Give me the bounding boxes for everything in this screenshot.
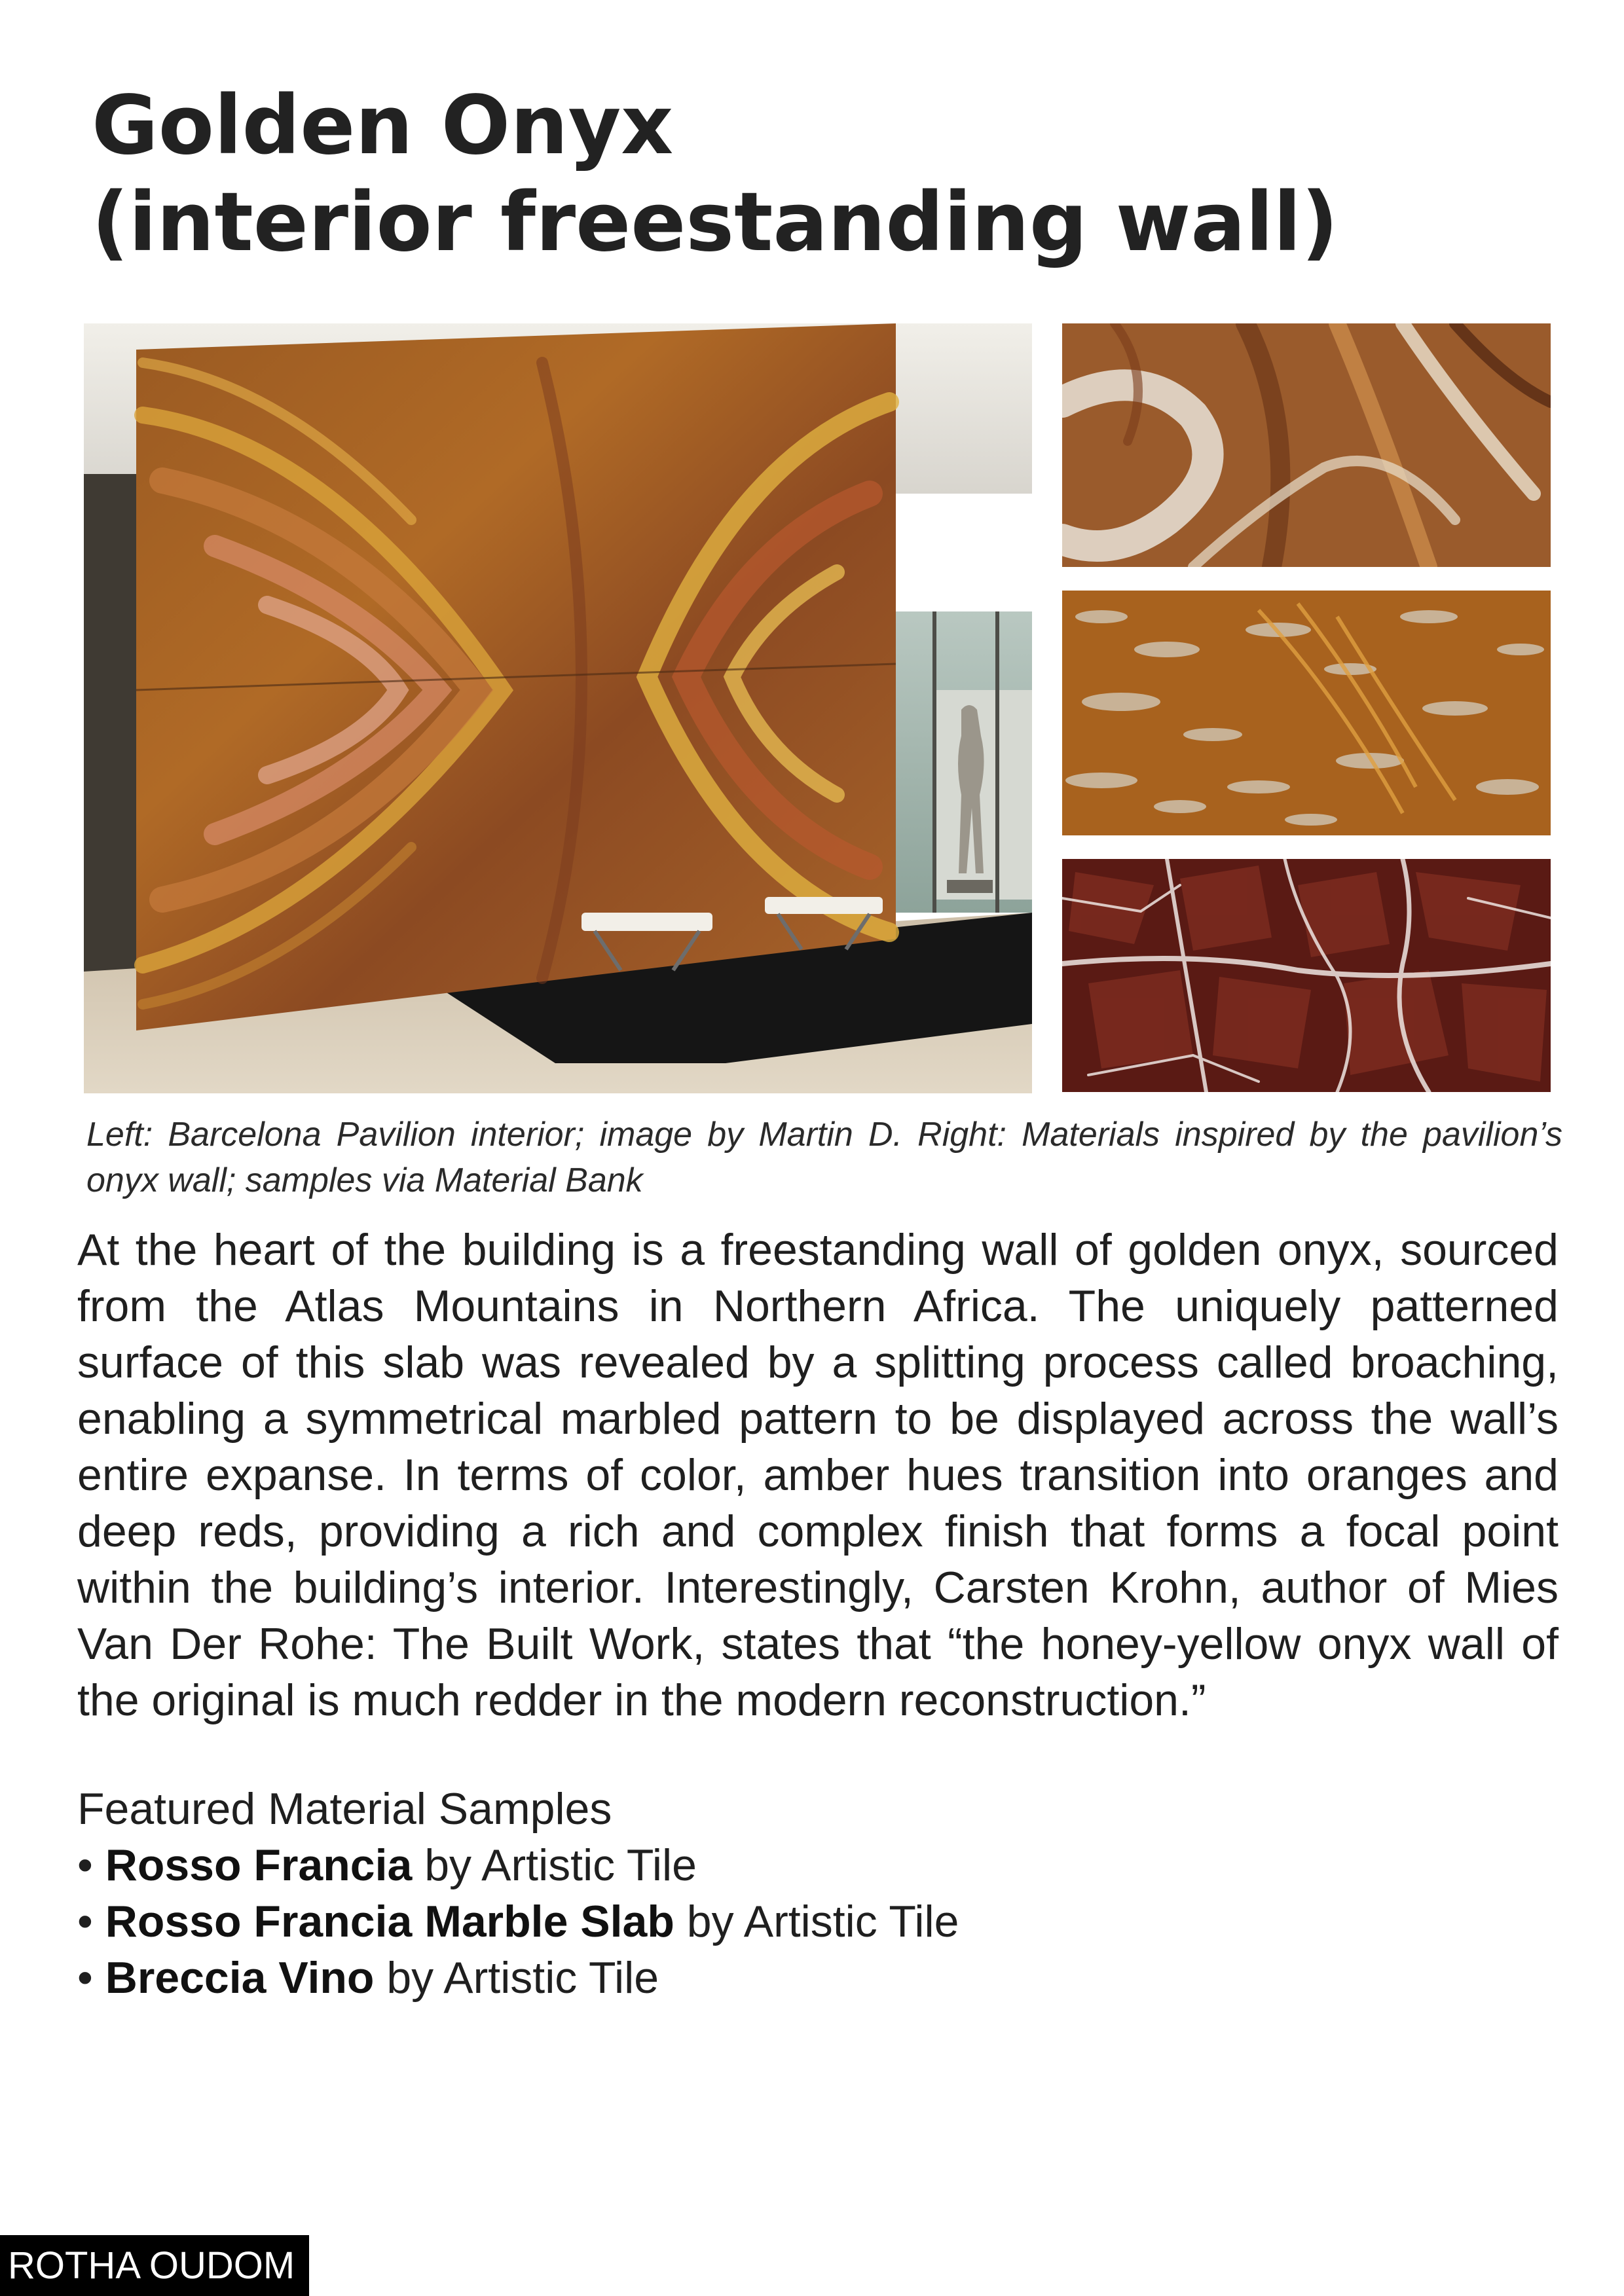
rosso-francia-marble-slab-sample-image	[1062, 591, 1551, 835]
sample-name: Rosso Francia	[105, 1840, 413, 1890]
sample-name: Breccia Vino	[105, 1953, 375, 2003]
list-item	[77, 1893, 1518, 1950]
featured-samples-heading: Featured Material Samples	[77, 1784, 612, 1834]
list-item	[77, 1837, 1518, 1893]
featured-samples-section	[77, 1781, 1518, 2006]
sample-name: Rosso Francia Marble Slab	[105, 1897, 674, 1946]
barcelona-pavilion-photo	[84, 323, 1032, 1093]
page-title	[92, 77, 1338, 271]
breccia-vino-sample-image	[1062, 859, 1551, 1092]
featured-samples-list	[77, 1837, 1518, 2006]
sample-1-drawing	[1062, 323, 1551, 567]
bullet: •	[77, 1953, 93, 2003]
body-paragraph: At the heart of the building is a freestanding wall of golden onyx, sourced from the Atlas Mountains in Northern Africa. The uniquely patterned surface of this slab was revealed by a splitting process called broaching, enabling a symmetrical marbled pattern to be displayed across the wall’s entire expanse. In terms of color, amber hues transition into oranges and deep reds, providing a rich and complex finish that forms a focal point within the building’s interior. Interestingly, Carsten Krohn, author of Mies Van Der Rohe: The Built Work, states that “the honey-yellow onyx wall of the original is much redder in the modern reconstruction.”	[77, 1225, 1559, 1725]
pavilion-photo-drawing	[84, 323, 1032, 1093]
sample-maker: by Artistic Tile	[674, 1897, 959, 1946]
rosso-francia-sample-image	[1062, 323, 1551, 567]
bullet: •	[77, 1840, 93, 1890]
title-line-2: (interior freestanding wall)	[92, 175, 1338, 270]
sample-maker: by Artistic Tile	[412, 1840, 697, 1890]
sample-maker: by Artistic Tile	[374, 1953, 659, 2003]
bullet: •	[77, 1897, 93, 1946]
sample-2-drawing	[1062, 591, 1551, 835]
image-caption: Left: Barcelona Pavilion interior; image by Martin D. Right: Materials inspired by the pavilion’s onyx wall; samples via Material Bank	[86, 1116, 1562, 1199]
author-tag: ROTHA OUDOM	[0, 2235, 309, 2296]
title-line-1: Golden Onyx	[92, 79, 674, 173]
list-item	[77, 1950, 1518, 2006]
sample-3-drawing	[1062, 859, 1551, 1092]
